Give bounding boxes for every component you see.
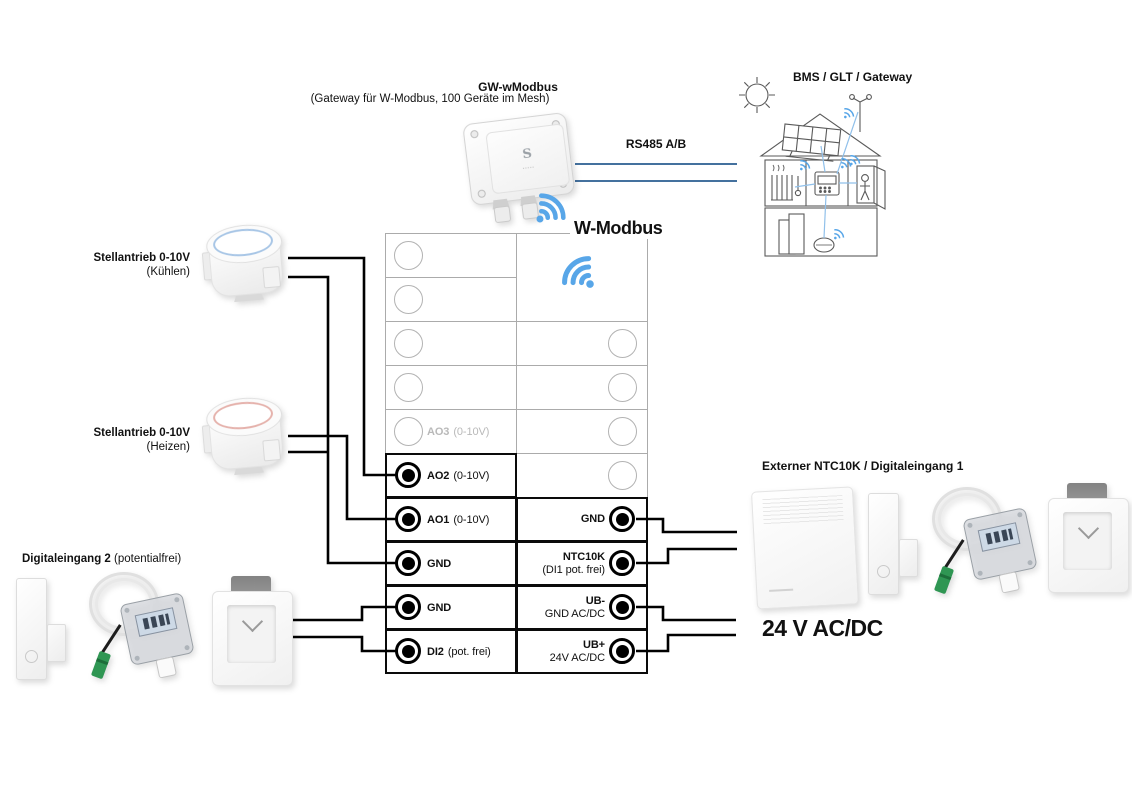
terminal-unused [608,329,637,358]
terminal-unused [608,461,637,490]
wifi-icon [840,107,855,122]
wire-cooling-gnd [288,277,400,563]
label-ao3: AO3 (0-10V) [427,425,490,438]
person-door-icon [857,166,885,209]
label-ntc10k: NTC10K (DI1 pot. frei) [542,551,605,576]
wire-ntc10k [636,549,737,563]
label-gnd2: GND [427,601,452,614]
terminal-socket-ub-plus [609,638,635,664]
terminal-unused [394,373,423,402]
bms-label: BMS / GLT / Gateway [793,70,913,84]
boiler-icon [779,214,834,254]
label-ub-minus: UB- GND AC/DC [544,595,605,620]
terminal-socket-ntc10k [609,550,635,576]
terminal-unused [608,373,637,402]
external-input1-label: Externer NTC10K / Digitaleingang 1 [762,459,964,473]
digital-input2-label: Digitaleingang 2 (potentialfrei) [22,553,182,565]
terminal-unused [394,329,423,358]
cable-gland-icon [493,205,511,223]
label-gnd1: GND [427,557,452,570]
heating-actuator-image [202,395,289,482]
heating-actuator-label: Stellantrieb 0-10V (Heizen) [93,427,190,453]
building-illustration [727,68,889,264]
wifi-icon [796,159,811,174]
terminal-socket-gnd2 [395,594,421,620]
cooling-actuator-image [202,222,289,309]
wall-sensor-image [754,489,856,607]
radiator-icon [771,165,801,200]
thermostat-icon [815,172,839,195]
label-gnd-right: GND [580,513,605,526]
sun-icon [739,77,775,113]
lcd-display-icon [135,607,178,637]
terminal-socket-gnd-right [609,506,635,532]
terminal-socket-di2 [395,638,421,664]
wire-heating-ao1 [288,436,400,519]
door-contact-image [868,491,920,597]
cable-sensor-image [928,483,1048,605]
power-label: 24 V AC/DC [762,615,883,641]
probe-connector-icon [91,651,111,680]
cable-sensor-image [85,568,205,690]
contact-button-icon [877,565,890,578]
label-di2: DI2 (pot. frei) [427,645,491,658]
terminal-socket-ao2 [395,462,421,488]
keycard-holder-image [212,576,292,686]
keycard-holder-image [1048,483,1128,593]
label-ao1: AO1 (0-10V) [427,513,490,526]
terminal-unused [394,285,423,314]
terminal-unused [394,417,423,446]
brand-logo-icon: S [521,146,533,163]
vent-slots-icon [762,495,843,525]
wire-gnd-right [636,519,737,532]
brand-logo-text: ▪▪▪▪▪ [522,164,536,171]
terminal-socket-ao1 [395,506,421,532]
gateway-title: GW-wModbus [478,80,558,94]
label-ub-plus: UB+ 24V AC/DC [549,639,605,664]
wire-di2-gnd [293,607,400,620]
terminal-socket-ub-minus [609,594,635,620]
sensor-housing [962,507,1037,581]
lcd-display-icon [978,522,1021,552]
wire-ub-plus [636,635,736,651]
wire-ub-minus [636,607,736,620]
rs485-line-b [575,180,737,182]
rs485-label: RS485 A/B [625,137,687,151]
brand-mark [769,589,793,592]
wmodbus-label: W-Modbus [570,218,666,239]
rs485-line-a [575,163,737,165]
wire-cooling-ao2 [288,258,400,475]
gateway-subtitle: (Gateway für W-Modbus, 100 Geräte im Mesh) [310,93,550,105]
terminal-socket-gnd1 [395,550,421,576]
contact-button-icon [25,650,38,663]
terminal-unused [394,241,423,270]
cooling-actuator-label: Stellantrieb 0-10V (Kühlen) [93,252,190,278]
terminal-unused [608,417,637,446]
sensor-housing [119,592,194,666]
probe-connector-icon [934,566,954,595]
wifi-icon [837,157,852,172]
wire-di2 [293,637,400,651]
label-ao2: AO2 (0-10V) [427,469,490,482]
door-contact-image [16,576,68,682]
